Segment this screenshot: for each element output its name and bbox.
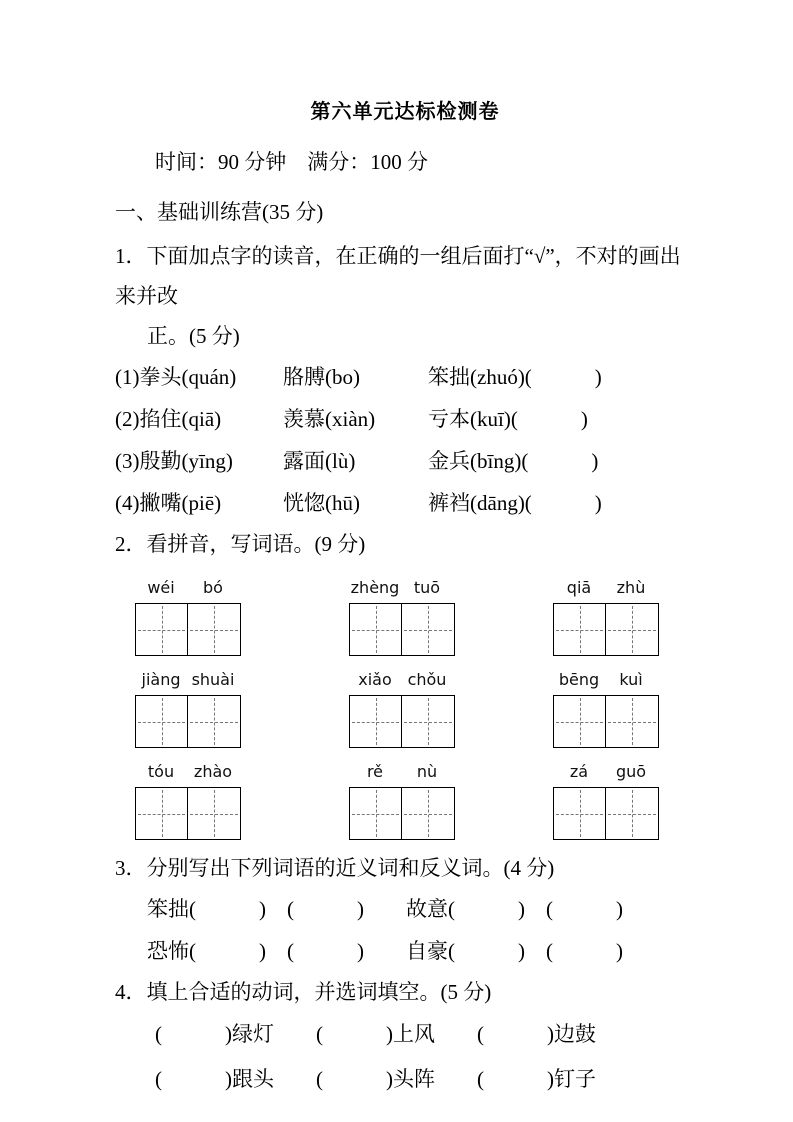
writing-grid <box>553 787 659 840</box>
pinyin-label <box>553 577 659 603</box>
q1-item: 恍惚(hū) <box>283 491 360 515</box>
pinyin-syllable: tóu <box>147 762 175 781</box>
grid-cell <box>136 788 188 839</box>
q1-item-row <box>115 398 695 440</box>
q1-item-with-blank: 笨拙(zhuó)( ) <box>428 365 602 389</box>
grid-cell <box>554 788 606 839</box>
pinyin-label <box>553 669 659 695</box>
q1-items <box>115 356 695 524</box>
grid-cell <box>188 788 240 839</box>
grid-cell <box>350 788 402 839</box>
page-title: 第六单元达标检测卷 <box>310 101 500 123</box>
pinyin-label <box>135 577 241 603</box>
q4-answer-line: ( )绿灯 ( )上风 ( )边鼓 <box>155 1022 596 1046</box>
grid-cell <box>188 604 240 655</box>
pinyin-syllable: tuō <box>413 578 441 597</box>
grid-cell <box>606 696 658 747</box>
writing-grid <box>135 695 241 748</box>
writing-grid <box>553 603 659 656</box>
q1-item: (4)撇嘴(piē) <box>115 491 222 515</box>
pinyin-syllable: qiā <box>566 578 592 597</box>
q4-answer-line: ( )跟头 ( )头阵 ( )钉子 <box>155 1067 596 1091</box>
writing-grid <box>349 695 455 748</box>
writing-grid <box>349 603 455 656</box>
pinyin-writing-block <box>553 669 659 748</box>
writing-grid <box>135 603 241 656</box>
pinyin-syllable: bēng <box>558 670 600 689</box>
q1-item-row <box>115 356 695 398</box>
q1-item: 露面(lù) <box>283 449 356 473</box>
q3-answer-line: 恐怖( ) ( ) 自豪( ) ( ) <box>147 939 623 963</box>
grid-cell <box>402 696 454 747</box>
pinyin-label <box>553 761 659 787</box>
pinyin-syllable: chǒu <box>407 670 447 689</box>
grid-cell <box>350 604 402 655</box>
pinyin-syllable: zhèng <box>350 578 400 597</box>
pinyin-writing-block <box>349 669 455 748</box>
pinyin-syllable: guō <box>615 762 647 781</box>
q1-item-with-blank: 亏本(kuī)( ) <box>428 407 588 431</box>
pinyin-writing-block <box>135 761 241 840</box>
q3-answer-line: 笨拙( ) ( ) 故意( ) ( ) <box>147 897 623 921</box>
grid-cell <box>402 788 454 839</box>
q3-stem: 3．分别写出下列词语的近义词和反义词。(4 分) <box>115 856 555 880</box>
pinyin-label <box>349 577 455 603</box>
pinyin-writing-block <box>553 761 659 840</box>
pinyin-label <box>135 761 241 787</box>
pinyin-syllable: shuài <box>191 670 235 689</box>
pinyin-syllable: bó <box>203 578 223 597</box>
pinyin-label <box>349 761 455 787</box>
q1-item: 胳膊(bo) <box>283 365 360 389</box>
pinyin-syllable: xiǎo <box>358 670 392 689</box>
q1-item: 羡慕(xiàn) <box>283 407 376 431</box>
pinyin-writing-block <box>553 577 659 656</box>
q1-stem-line1: 1．下面加点字的读音，在正确的一组后面打“√”，不对的画出来并改 <box>115 244 681 308</box>
pinyin-label <box>135 669 241 695</box>
q1-item-row <box>115 440 695 482</box>
pinyin-syllable: zá <box>569 762 589 781</box>
pinyin-writing-block <box>135 669 241 748</box>
grid-cell <box>402 604 454 655</box>
q1-item: (2)掐住(qiā) <box>115 407 222 431</box>
writing-grid <box>349 787 455 840</box>
q1-item: (3)殷勤(yīng) <box>115 449 233 473</box>
q4-stem: 4．填上合适的动词，并选词填空。(5 分) <box>115 980 492 1004</box>
q1-item-row <box>115 482 695 524</box>
q1-item-with-blank: 裤裆(dāng)( ) <box>428 491 602 515</box>
pinyin-syllable: nù <box>416 762 438 781</box>
q1-item-with-blank: 金兵(bīng)( ) <box>428 449 599 473</box>
q1-stem-line2: 正。(5 分) <box>147 324 240 348</box>
pinyin-syllable: wéi <box>147 578 175 597</box>
q1-item: (1)拳头(quán) <box>115 365 237 389</box>
writing-grid <box>553 695 659 748</box>
pinyin-syllable: zhào <box>193 762 233 781</box>
q2-row <box>115 577 695 656</box>
pinyin-syllable: zhù <box>616 578 646 597</box>
section-heading: 一、基础训练营(35 分) <box>115 200 324 224</box>
pinyin-syllable: jiàng <box>141 670 181 689</box>
grid-cell <box>136 604 188 655</box>
grid-cell <box>136 696 188 747</box>
pinyin-writing-block <box>135 577 241 656</box>
pinyin-writing-block <box>349 577 455 656</box>
writing-grid <box>135 787 241 840</box>
grid-cell <box>554 604 606 655</box>
pinyin-label <box>349 669 455 695</box>
pinyin-syllable: rě <box>366 762 384 781</box>
grid-cell <box>188 696 240 747</box>
pinyin-syllable: kuì <box>619 670 643 689</box>
grid-cell <box>350 696 402 747</box>
exam-meta: 时间：90 分钟 满分：100 分 <box>155 150 428 174</box>
grid-cell <box>554 696 606 747</box>
q2-stem: 2．看拼音，写词语。(9 分) <box>115 532 366 556</box>
pinyin-writing-block <box>349 761 455 840</box>
grid-cell <box>606 604 658 655</box>
grid-cell <box>606 788 658 839</box>
q2-row <box>115 669 695 748</box>
q2-row <box>115 761 695 840</box>
